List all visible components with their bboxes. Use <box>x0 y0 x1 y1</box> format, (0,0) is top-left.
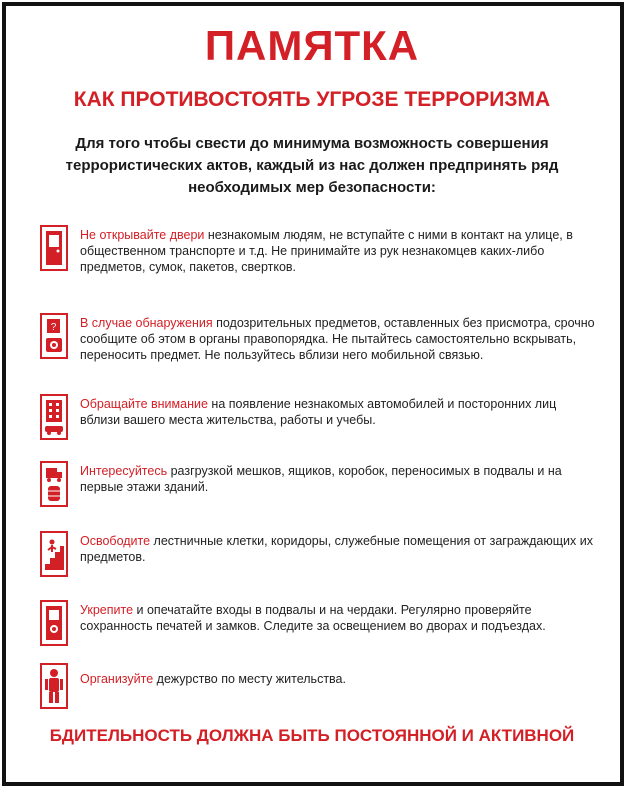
item-highlight: Обращайте внимание <box>80 397 208 411</box>
item-text <box>80 663 346 687</box>
item-highlight: Не открывайте двери <box>80 228 205 242</box>
item-text <box>80 313 596 363</box>
list-item <box>40 531 596 577</box>
item-highlight: Освободите <box>80 534 151 548</box>
item-text <box>80 394 596 428</box>
list-item <box>40 600 596 646</box>
item-text <box>80 600 596 634</box>
item-body: и опечатайте входы в подвалы и на чердаки. Регулярно проверяйте сохранность печатей и замков. Следите за освещением во дворах и подъездах. <box>80 603 546 633</box>
guard-icon <box>40 663 68 709</box>
item-highlight: Организуйте <box>80 672 154 686</box>
intro-paragraph: Для того чтобы свести до минимума возможность совершения террористических актов, каждый из нас должен предпринять ряд необходимых мер безопасности: <box>65 135 559 196</box>
item-highlight: Укрепите <box>80 603 134 617</box>
door-icon <box>40 225 68 271</box>
list-item <box>40 394 596 440</box>
phone-alert-icon <box>40 313 68 359</box>
page-title: ПАМЯТКА <box>204 22 420 69</box>
list-item <box>40 225 596 275</box>
item-body: дежурство по месту жительства. <box>153 672 346 686</box>
building-car-icon <box>40 394 68 440</box>
list-item <box>40 663 596 709</box>
item-text <box>80 461 596 495</box>
page-subtitle: КАК ПРОТИВОСТОЯТЬ УГРОЗЕ ТЕРРОРИЗМА <box>73 88 551 111</box>
item-highlight: В случае обнаружения <box>80 316 213 330</box>
item-highlight: Интересуйтесь <box>80 464 168 478</box>
footer-slogan: БДИТЕЛЬНОСТЬ ДОЛЖНА БЫТЬ ПОСТОЯННОЙ И АКТИВНОЙ <box>49 726 575 745</box>
item-body: лестничные клетки, коридоры, служебные помещения от заграждающих их предметов. <box>80 534 593 564</box>
sealed-door-icon <box>40 600 68 646</box>
item-text <box>80 531 596 565</box>
stairs-icon <box>40 531 68 577</box>
truck-barrel-icon <box>40 461 68 507</box>
item-body: разгрузкой мешков, ящиков, коробок, переносимых в подвалы и на первые этажи зданий. <box>80 464 562 494</box>
item-body: на появление незнакомых автомобилей и посторонних лиц вблизи вашего места жительства, работы и учебы. <box>80 397 557 427</box>
item-body: незнакомым людям, не вступайте с ними в контакт на улице, в общественном транспорте и т.д. Не принимайте из рук незнакомцев каких-либо предметов, сумок, пакетов, свертков. <box>80 228 573 274</box>
item-body: подозрительных предметов, оставленных без присмотра, срочно сообщите об этом в органы правопорядка. Не пытайтесь самостоятельно вскрывать, переносить предмет. Не пользуйтесь вблизи него мобильной связью. <box>80 316 595 362</box>
item-text <box>80 225 596 275</box>
list-item <box>40 461 596 507</box>
list-item <box>40 313 596 363</box>
svg-text:?: ? <box>50 322 57 333</box>
